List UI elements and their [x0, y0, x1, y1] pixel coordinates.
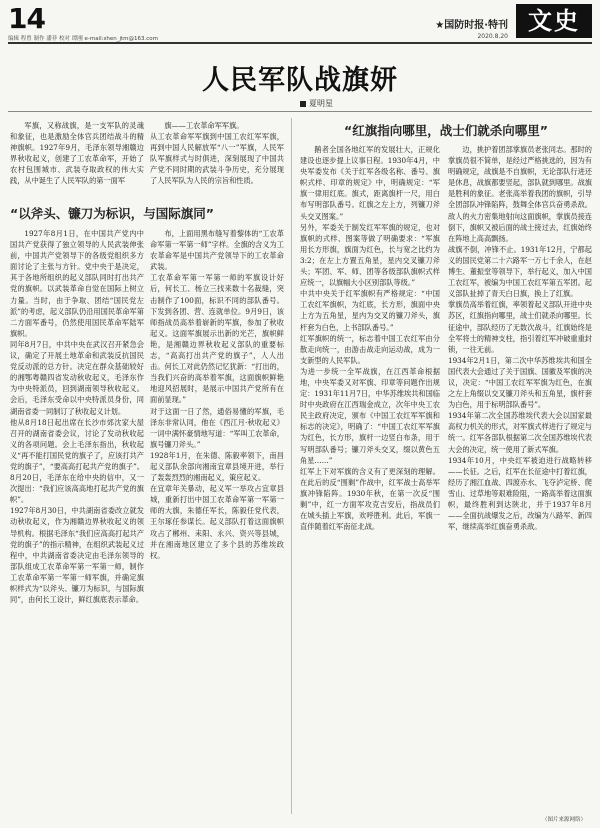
- subheading-2: “红旗指向哪里，战士们就杀向哪里”: [344, 123, 548, 138]
- body-text-4: 边，挑护着团部掌旗员老张同志。那时的掌旗员很不简单，是经过严格挑选的，因为有明确规定，战旗是不自旗帜，无论部队行进还是休息，战旗都要竖起，部队就到哪里。战旗是胜利的象征。老张高举着我团的旗帜，引导全团部队冲锋陷阵，鼓舞全体官兵奋勇杀敌。敌人的火力密集地射向这面旗帜，掌旗员接连倒下，旗帜又被后面的战士接过去，红旗始终在阵地上高高飘扬。 战旗不倒，冲锋不止。1931年12月，宁都起义的国民党第二十六路军一万七千余人，在赵博生、董振堂等领导下，举行起义，加入中国工农红军，被编为中国工农红军第五军团。起义部队扯掉了青天白日旗，换上了红旗。 掌旗员高举着红旗，率领着起义部队开进中央苏区，红旗指向哪里，战士们就杀向哪里。长征途中，部队经历了无数次战斗，红旗始终是全军将士的精神支柱，指引着红军冲破重重封锁，一往无前。 1934年2月1日，第二次中华苏维埃共和国全国代表大会通过了关于国旗、国徽及军旗的决议，决定：“中国工农红军军旗为红色，在旗之左上角缀以交叉镰刀斧头和五角星，旗杆套为白色，用于标明部队番号”。 1934年第二次全国苏维埃代表大会以国家最高权力机关的形式，对军旗式样进行了规定与统一。红军各部队根据第二次全国苏维埃代表大会的决定，统一使用了新式军旗。 1934年10月，中央红军被迫进行战略转移——长征。之后，红军在长征途中打着红旗，经历了湘江血战、四渡赤水、飞夺泸定桥、爬雪山、过草地等艰难险阻，一路高举着这面旗帜，最终胜利到达陕北，并于1937年8月——全面抗战爆发之后，改编为八路军、新四军，继续高举红旗奋勇杀敌。: [448, 145, 592, 532]
- byline-square-icon: [300, 101, 306, 107]
- body-column-1: [10, 228, 144, 812]
- editor-credits: 编辑 程曾 制作 潘菲 校对 谭刚 e-mail:shen_jtm@163.com: [8, 36, 159, 42]
- section-label: 文史: [516, 4, 592, 38]
- body-text-1: 1927年8月1日，在中国共产党内中国共产党获得了独立领导的人民武装伸张前，中国共产党领导下的各级党组织多方面讨论了主张与方针。党中央于是决定，其于各地所组织的起义部队同时打出共产党的旗帜。以武装革命自觉在国际上树立力量。当时，由于争取、团结“国民党左派”的考虑，起义部队仍沿用国民革命军第二方面军番号，仍然使用国民革命军陆军旗帜。 同年8月7日，中共中央在武汉召开紧急会议，确定了开展土地革命和武装反抗国民党反动派的总方针。决定在群众基础较好的湘鄂粤赣四省发动秋收起义，毛泽东作为中央特派员，回到湖南领导秋收起义。会后，毛泽东受命以中央特派员身份，同湖南省委一同制订了秋收起义计划。 他从8月18日起出席在长沙市郊沈家大屋召开的湖南省委会议，讨论了发动秋收起义的各项问题。会上毛泽东指出，秋收起义“再不能打国民党的旗子了，应该打共产党的旗子”，“要高高打起共产党的旗子”。8月20日，毛泽东在给中央的信中，又一次提出：“我们应该高高地打起共产党的旗帜”。 1927年8月30日，中共湖南省委改立就发动秋收起义，作为湘赣边界秋收起义的领导机构。根据毛泽东“我们应高高打起共产党的旗子”的指示精神，在组织武装起义过程中，中共湖南省委决定由毛泽东领导的部队组成工农革命军第一军第一师，制作工农革命军第一军第一师军旗，并确定旗帜样式为“以斧头、镰刀为标识，与国际旗同”，由何长工设计，鲜红旗底表示革命。: [10, 229, 144, 605]
- masthead: [0, 0, 600, 46]
- issue-date: 2020.8.20: [477, 33, 508, 40]
- intro-paragraph-1: 军旗，又称战旗，是一支军队的灵魂和象征，也是激励全体官兵团结战斗的精神旗帜。1927年9月，毛泽东领导湘赣边界秋收起义，创建了工农革命军，开始了农村包围城市、武装夺取政权的伟大实践，从中诞生了人民军队的第一面军: [10, 121, 144, 186]
- title-rule: [8, 111, 592, 112]
- body-column-4: [448, 144, 592, 812]
- author-name: 夏明星: [309, 99, 333, 108]
- intro-column-2: [150, 120, 284, 198]
- column-divider: [291, 118, 292, 814]
- body-column-3: [300, 144, 440, 812]
- paper-name: ★国防时报·特刊: [435, 20, 508, 31]
- masthead-rule: [8, 42, 592, 44]
- page-number: 14: [8, 2, 45, 35]
- subheading-1: “以斧头、镰刀为标识，与国际旗同”: [10, 206, 214, 221]
- image-credit: （图片来源网络）: [541, 817, 586, 823]
- intro-paragraph-2: 旗——工农革命军军旗。 从工农革命军军旗到中国工农红军军旗，再到中国人民解放军“八一”军旗，人民军队军旗样式与时俱进，深刻展现了中国共产党不同时期的武装斗争历史，充分展现了人民军队为人民的宗旨和性质。: [150, 121, 284, 186]
- body-text-2: 布，上面用黑布缝写着黎体的“工农革命军第一军第一师”字样。全旗的含义为工农革命军是中国共产党领导下的工农革命武装。 工农革命军第一军第一师的军旗设计好后，何长工、杨立三找来数十名裁缝，突击制作了100面，标识不同的部队番号。下发到各团、营、连就单位。9月9日，该师指战员高举着崭新的军旗，参加了秋收起义。这面军旗展示出新的光芒，旗帜鲜艳，是湘赣边界秋收起义部队的重要标志，“高高打出共产党的旗子”，人人出击。何长工对此仍然记忆犹新：“打出的，当我们兴奋的高举着军旗，这面旗帜鲜艳地迎风招展时，是展示中国共产党所有在面前显现。” 对于这面一日了然，通俗易懂的军旗，毛泽东非常认同，他在《西江月·秋收起义》一词中满怀豪情地写道：“军叫工农革命，旗号镰刀斧头。” 1928年1月，在朱德、陈毅率领下，南昌起义部队余部向湘南宜章县境开进，举行了轰轰烈烈的湘南起义，策应起义。 在宜章年关暴动，起义军一举攻占宜章县城，重新打出中国工农革命军第一军第一师的大旗，朱德任军长，陈毅任党代表，王尔琢任参谋长。起义部队打着这面旗帜攻占了郴州、耒阳、永兴、资兴等县城，并在湘南地区建立了多个县的苏维埃政权。: [150, 229, 284, 560]
- article-title: 人民军队战旗妍: [202, 65, 398, 96]
- byline: [300, 98, 333, 109]
- intro-column-1: [10, 120, 144, 198]
- body-text-3: 鹅者全国各地红军的发展壮大，正规化建设也逐步提上议事日程。1930年4月，中央军委发布《关于红军各级名称、番号、旗帜式样、印章的规定》中，明确规定：“军旗一律用红底。旗式，距离旗杆一尺，用白布写明部队番号。红旗之左上方，列镰刀斧头交叉图案。” 另外，军委关于制发红军军旗的规定，也对旗帜的式样、图案等做了明确要求：“军旗用长方形旗，旗面为红色，长与宽之比约为3:2；在左上方置五角星，星内交叉镰刀斧头；军团、军、师、团等各级部队旗帜式样应统一，以旗幅大小区别部队等级。” 中共中央关于红军旗帜有严格规定：“中国工农红军旗帜，为红底，长方形，旗面中央上方为五角星，星内为交叉的镰刀斧头，旗杆套为白色，上书部队番号。” 红军旗帜的统一，标志着中国工农红军由分散走向统一，由游击战走向运动战，成为一支新型的人民军队。 为进一步统一全军战旗，在江西革命根据地，中央军委又对军旗、印章等问题作出规定：1931年11月7日，中华苏维埃共和国临时中央政府在江西瑞金成立，次年中央工农民主政府决定，颁布《中国工农红军军旗和标志的决定》，明确了：“中国工农红军军旗为红色，长方形，旗杆一边竖白布条，用于写明部队番号；镰刀斧头交叉，缀以黄色五角星……” 红军上下对军旗的含义有了更深刻的理解。在此后的反“围剿”作战中，红军战士高举军旗冲锋陷阵。1930年秋，在第一次反“围剿”中，红一方面军攻克吉安后，指战员们在城头插上军旗，欢呼胜利。此后，军旗一直伴随着红军南征北战。: [300, 145, 440, 532]
- body-column-2: [150, 228, 284, 812]
